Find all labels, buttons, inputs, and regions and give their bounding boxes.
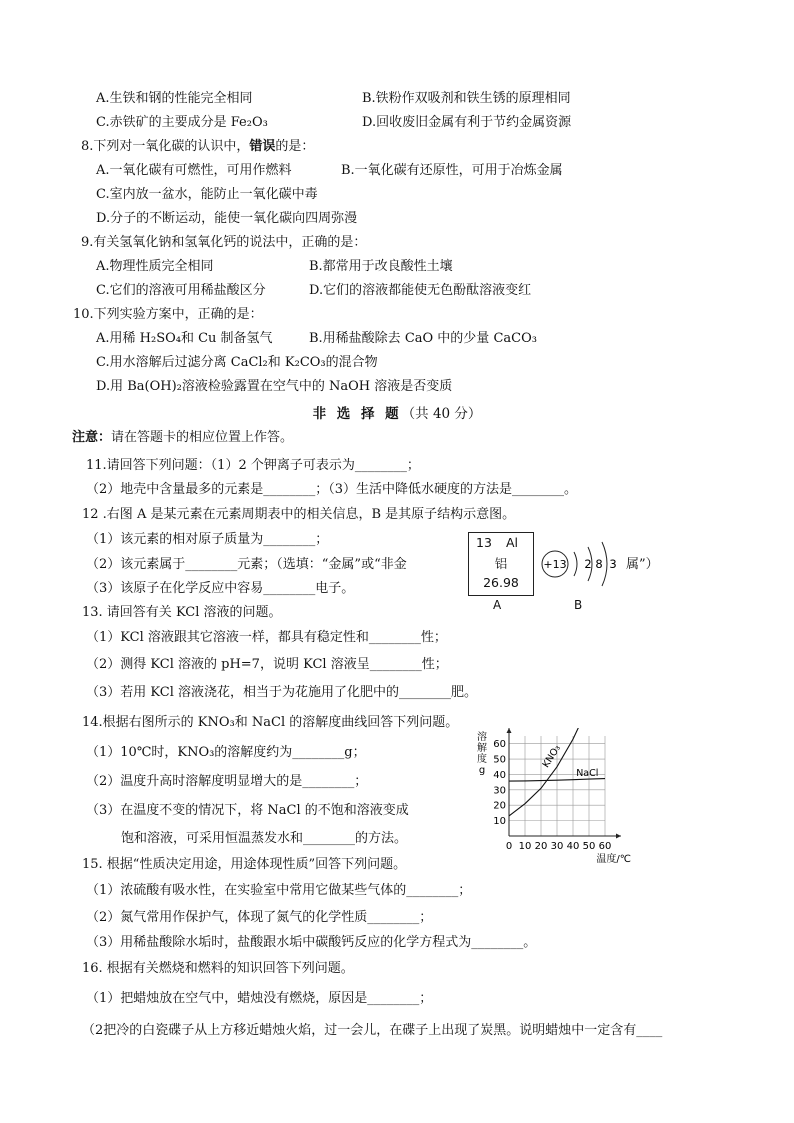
figure-b-label: B xyxy=(574,598,583,612)
note-label: 注意： xyxy=(72,430,112,445)
q7-option-d: D.回收废旧金属有利于节约金属资源 xyxy=(362,115,572,130)
q9-option-c: C.它们的溶液可用稀盐酸区分 xyxy=(96,283,266,298)
x-axis-label: 温度/℃ xyxy=(596,854,631,865)
q10-option-c: C.用水溶解后过滤分离 CaCl₂和 K₂CO₃的混合物 xyxy=(96,355,378,370)
shell-electrons-1: 2 xyxy=(584,557,592,571)
q8-option-b: B.一氧化碳有还原性，可用于冶炼金属 xyxy=(341,163,563,178)
y-tick-label: 10 xyxy=(493,816,506,828)
y-tick-label: 20 xyxy=(493,800,506,812)
atomic-number: 13 xyxy=(476,535,492,550)
q9-option-d: D.它们的溶液都能使无色酚酞溶液变红 xyxy=(309,283,532,298)
q9-option-b: B.都常用于改良酸性土壤 xyxy=(309,259,453,274)
series-label-nacl: NaCl xyxy=(576,768,599,779)
electron-shell-3 xyxy=(602,542,607,586)
element-symbol: Al xyxy=(506,535,519,550)
q10-option-d: D.用 Ba(OH)₂溶液检验露置在空气中的 NaOH 溶液是否变质 xyxy=(96,379,453,394)
q7-option-c: C.赤铁矿的主要成分是 Fe₂O₃ xyxy=(96,115,268,130)
q16-line-1: （1）把蜡烛放在空气中，蜡烛没有燃烧，原因是________； xyxy=(86,991,433,1006)
solubility-chart xyxy=(474,726,632,872)
periodic-table-cell xyxy=(468,532,534,596)
q13-line-1: （1）KCl 溶液跟其它溶液一样，都具有稳定性和________性； xyxy=(86,630,447,645)
x-axis-arrow xyxy=(616,834,621,839)
q10-option-b: B.用稀盐酸除去 CaO 中的少量 CaCO₃ xyxy=(309,331,537,346)
q15-line-3: （3）用稀盐酸除水垢时，盐酸跟水垢中碳酸钙反应的化学方程式为________。 xyxy=(86,935,537,950)
y-tick-label: 60 xyxy=(493,739,506,751)
q12-stem: 12 .右图 A 是某元素在元素周期表中的相关信息，B 是其原子结构示意图。 xyxy=(82,507,516,522)
q13-line-2: （2）测得 KCl 溶液的 pH=7，说明 KCl 溶液呈________性； xyxy=(86,657,448,672)
shell-electrons-2: 8 xyxy=(595,557,603,571)
q8-stem: 8.下列对一氧化碳的认识中，错误的是： xyxy=(81,139,315,154)
q9-option-a: A.物理性质完全相同 xyxy=(96,259,214,274)
y-tick-label: 50 xyxy=(493,754,506,766)
q12-line-2-tail: 属”） xyxy=(626,557,659,572)
q14-line-2: （2）温度升高时溶解度明显增大的是________； xyxy=(86,774,368,789)
q8-option-c: C.室内放一盆水，能防止一氧化碳中毒 xyxy=(96,187,318,202)
y-axis-label: 溶解度 g xyxy=(477,732,487,776)
q10-stem: 10.下列实验方案中，正确的是： xyxy=(73,307,263,322)
nucleus-charge: +13 xyxy=(543,558,567,571)
q14-line-3: （3）在温度不变的情况下，将 NaCl 的不饱和溶液变成 xyxy=(86,803,409,818)
q14-stem: 14.根据右图所示的 KNO₃和 NaCl 的溶解度曲线回答下列问题。 xyxy=(82,715,459,730)
q15-line-2: （2）氮气常用作保护气，体现了氮气的化学性质________； xyxy=(86,910,433,925)
y-axis-arrow xyxy=(507,728,512,733)
q16-line-2: （2把冷的白瓷碟子从上方移近蜡烛火焰，过一会儿，在碟子上出现了炭黑。说明蜡烛中一定含有____ xyxy=(82,1023,663,1038)
q12-line-2: （2）该元素属于________元素；（选填：“金属”或“非金 xyxy=(86,557,407,572)
x-tick-label: 40 xyxy=(566,841,580,852)
series-label-kno3: KNO₃ xyxy=(540,743,563,770)
figure-a-label: A xyxy=(493,598,502,612)
electron-shell-1 xyxy=(574,552,577,576)
x-tick-label: 0 xyxy=(505,841,513,852)
x-tick-label: 30 xyxy=(550,841,564,852)
q14-line-1: （1）10℃时，KNO₃的溶解度约为________g； xyxy=(86,745,366,760)
section-title: 非 选 择 题（共 40 分） xyxy=(312,406,482,422)
q13-stem: 13. 请回答有关 KCl 溶液的问题。 xyxy=(82,605,282,620)
x-tick-label: 60 xyxy=(598,841,612,852)
q14-line-4: 饱和溶液，可采用恒温蒸发水和________的方法。 xyxy=(121,831,408,846)
atom-structure-diagram xyxy=(538,536,628,592)
q8-option-a: A.一氧化碳有可燃性，可用作燃料 xyxy=(96,163,292,178)
y-tick-label: 30 xyxy=(493,785,506,797)
q13-line-3: （3）若用 KCl 溶液浇花，相当于为花施用了化肥中的________肥。 xyxy=(86,685,478,700)
q12-line-1: （1）该元素的相对原子质量为________； xyxy=(86,532,329,547)
q11-line-1: 11.请回答下列问题：（1）2 个钾离子可表示为________； xyxy=(86,458,420,473)
x-tick-label: 50 xyxy=(582,841,596,852)
shell-electrons-3: 3 xyxy=(609,557,617,571)
q8-option-d: D.分子的不断运动，能使一氧化碳向四周弥漫 xyxy=(96,211,358,226)
element-name: 铝 xyxy=(494,556,508,571)
q10-option-a: A.用稀 H₂SO₄和 Cu 制备氢气 xyxy=(96,331,273,346)
q12-line-3: （3）该原子在化学反应中容易________电子。 xyxy=(86,581,355,596)
q7-option-a: A.生铁和钢的性能完全相同 xyxy=(96,91,253,106)
q11-line-2: （2）地壳中含量最多的元素是________；（3）生活中降低水硬度的方法是________。 xyxy=(86,482,578,497)
q15-line-1: （1）浓硫酸有吸水性，在实验室中常用它做某些气体的________； xyxy=(86,883,472,898)
x-tick-label: 20 xyxy=(534,841,548,852)
q16-stem: 16. 根据有关燃烧和燃料的知识回答下列问题。 xyxy=(82,961,354,976)
note: 注意：请在答题卡的相应位置上作答。 xyxy=(72,430,294,445)
q8-stem-emphasis: 错误 xyxy=(249,139,276,154)
q9-stem: 9.有关氢氧化钠和氢氧化钙的说法中，正确的是： xyxy=(81,235,367,250)
x-tick-label: 10 xyxy=(518,841,532,852)
y-tick-label: 40 xyxy=(493,769,506,781)
q7-option-b: B.铁粉作双吸剂和铁生锈的原理相同 xyxy=(362,91,571,106)
q15-stem: 15. 根据“性质决定用途，用途体现性质”回答下列问题。 xyxy=(82,857,407,872)
atomic-mass: 26.98 xyxy=(483,575,519,590)
